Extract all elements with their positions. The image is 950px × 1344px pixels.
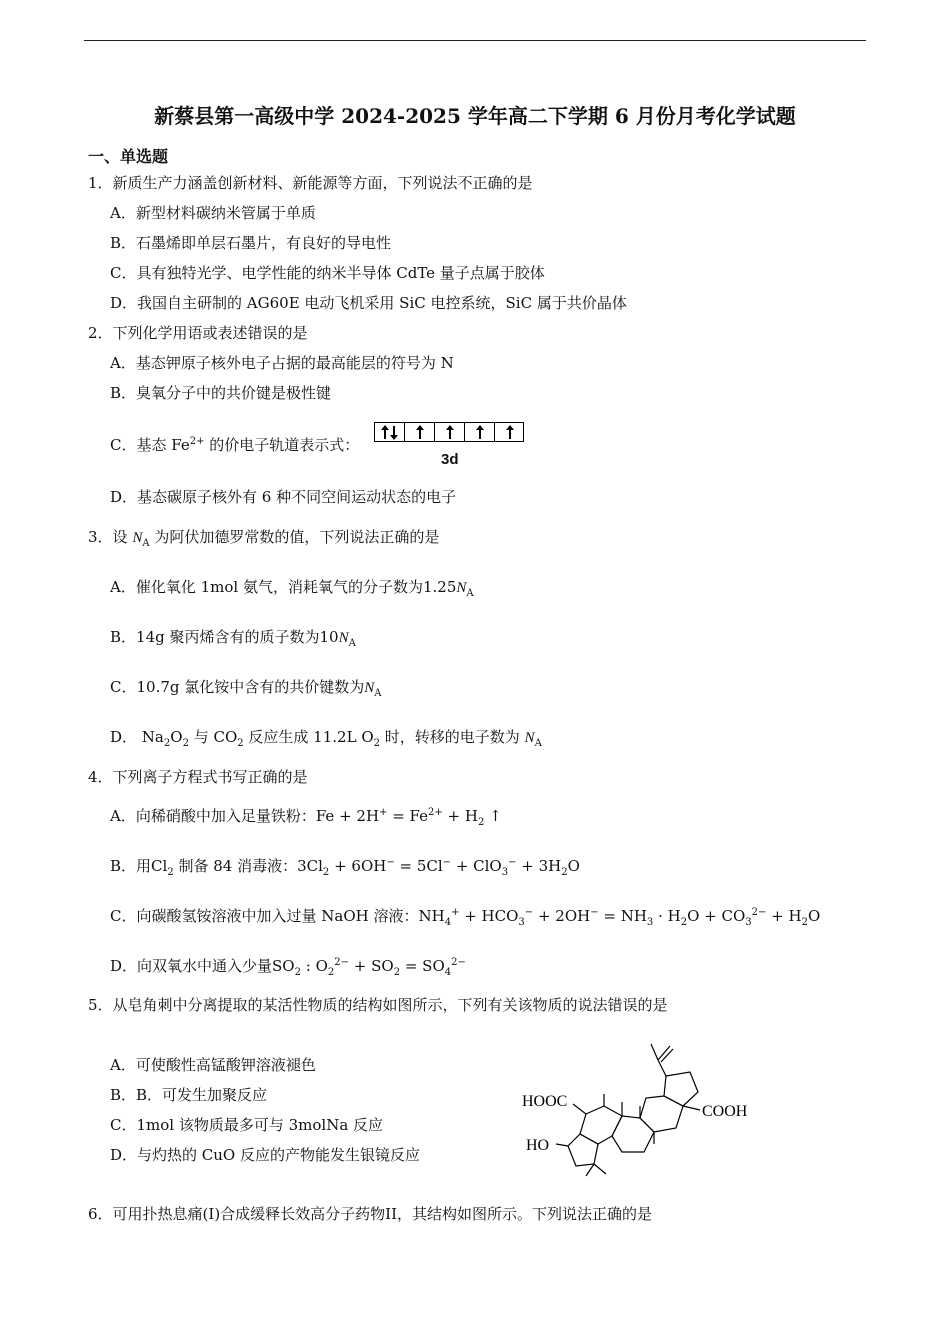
orbital-label: 3d (441, 451, 459, 468)
question-4-option-b: B．用$Cl_2$ 制备 84 消毒液：$3Cl_2 + 6OH^- = 5Cl^- + ClO_3^- + 3H_2O$ (110, 857, 580, 878)
question-2-option-b: B．臭氧分子中的共价键是极性键 (110, 384, 332, 402)
question-6-stem: 6．可用扑热息痛(I)合成缓释长效高分子药物II，其结构如图所示。下列说法正确的是 (88, 1205, 653, 1223)
option-text: B．14g 聚丙烯含有的质子数为 (110, 628, 320, 646)
option-text-3: 时，转移的电子数为 (380, 728, 525, 746)
option-c-text-2: 的价电子轨道表示式： (204, 436, 360, 454)
question-1-option-c: C．具有独特光学、电学性能的纳米半导体 CdTe 量子点属于胶体 (110, 264, 545, 282)
spin-up-arrow-icon (419, 426, 421, 439)
option-text: B．用 (110, 857, 152, 875)
orbital-box (374, 422, 404, 442)
option-text: A．向稀硝酸中加入足量铁粉： (110, 807, 316, 825)
question-2-option-a: A．基态钾原子核外电子占据的最高能层的符号为 N (110, 354, 454, 372)
hooc-label: HOOC (522, 1093, 568, 1110)
orbital-box (404, 422, 434, 442)
stem-text-2: 为阿伏加德罗常数的值，下列说法正确的是 (149, 528, 440, 546)
option-c-text: C．基态 Fe (110, 436, 190, 454)
molecule-structure (518, 1040, 768, 1180)
option-text: C．向碳酸氢铵溶液中加入过量 NaOH 溶液： (110, 907, 419, 925)
question-5-option-d: D．与灼热的 CuO 反应的产物能发生银镜反应 (110, 1146, 420, 1164)
question-1-stem: 1．新质生产力涵盖创新材料、新能源等方面，下列说法不正确的是 (88, 174, 533, 192)
option-text: 与 (188, 728, 214, 746)
option-text-2: 制备 84 消毒液： (173, 857, 298, 875)
question-5-stem: 5．从皂角刺中分离提取的某活性物质的结构如图所示，下列有关该物质的说法错误的是 (88, 996, 668, 1014)
orbital-box (494, 422, 524, 442)
option-value: 10 (319, 628, 339, 646)
spin-up-arrow-icon (479, 426, 481, 439)
question-3-option-c: C．10.7g 氯化铵中含有的共价键数为$N_A$ (110, 678, 382, 699)
page-title: 新蔡县第一高级中学 2024-2025 学年高二下学期 6 月份月考化学试题 (154, 104, 796, 128)
fe-charge: 2+ (189, 436, 205, 447)
option-text: C．10.7g 氯化铵中含有的共价键数为 (110, 678, 365, 696)
section-heading: 一、单选题 (88, 147, 169, 166)
question-2-option-d: D．基态碳原子核外有 6 种不同空间运动状态的电子 (110, 488, 457, 506)
question-4-option-d: D．向双氧水中通入少量$SO_2$ : $O_2^{2-} + SO_2 = SO_4^{2-}$ (110, 957, 466, 978)
question-3-option-d: D． $Na_2O_2$ 与 $CO_2$ 反应生成 11.2L $O_2$ 时，转移的电子数为 $N_A$ (110, 728, 542, 749)
spin-up-arrow-icon (384, 426, 386, 439)
question-4-option-c: C．向碳酸氢铵溶液中加入过量 NaOH 溶液：$NH_4^+ + HCO_3^- + 2OH^- = NH_3 \cdot H_2O + CO_3^{2-} + H_2O$ (110, 907, 821, 928)
question-5-option-a: A．可使酸性高锰酸钾溶液褪色 (110, 1056, 316, 1074)
question-3-option-a: A．催化氧化 1mol 氨气，消耗氧气的分子数为$1.25N_A$ (110, 578, 474, 599)
question-4-option-a: A．向稀硝酸中加入足量铁粉：$Fe + 2H^+ = Fe^{2+} + H_2$ ↑ (110, 807, 502, 828)
spin-up-arrow-icon (509, 426, 511, 439)
cooh-label: COOH (702, 1103, 748, 1120)
option-text: D．向双氧水中通入少量 (110, 957, 273, 975)
orbital-box (434, 422, 464, 442)
question-3-stem: 3．设 $N_A$ 为阿伏加德罗常数的值，下列说法正确的是 (88, 528, 440, 549)
question-2-stem: 2．下列化学用语或表述错误的是 (88, 324, 308, 342)
question-1-option-b: B．石墨烯即单层石墨片，有良好的导电性 (110, 234, 392, 252)
ho-label: HO (526, 1137, 550, 1154)
question-3-option-b: B．14g 聚丙烯含有的质子数为$10N_A$ (110, 628, 356, 649)
stem-text: 3．设 (88, 528, 133, 546)
spin-up-arrow-icon (449, 426, 451, 439)
option-value: 1.25 (422, 578, 457, 596)
question-4-stem: 4．下列离子方程式书写正确的是 (88, 768, 308, 786)
question-1-option-a: A．新型材料碳纳米管属于单质 (110, 204, 316, 222)
question-2-option-c (110, 435, 359, 455)
orbital-box (464, 422, 494, 442)
spin-down-arrow-icon (393, 426, 395, 439)
question-5-option-b: B．B．可发生加聚反应 (110, 1086, 268, 1104)
question-1-option-d: D．我国自主研制的 AG60E 电动飞机采用 SiC 电控系统，SiC 属于共价晶体 (110, 294, 627, 312)
header-rule (84, 40, 866, 41)
question-5-option-c: C．1mol 该物质最多可与 3molNa 反应 (110, 1116, 384, 1134)
option-text-2: 反应生成 11.2L (243, 728, 362, 746)
option-text: A．催化氧化 1mol 氨气，消耗氧气的分子数为 (110, 578, 423, 596)
